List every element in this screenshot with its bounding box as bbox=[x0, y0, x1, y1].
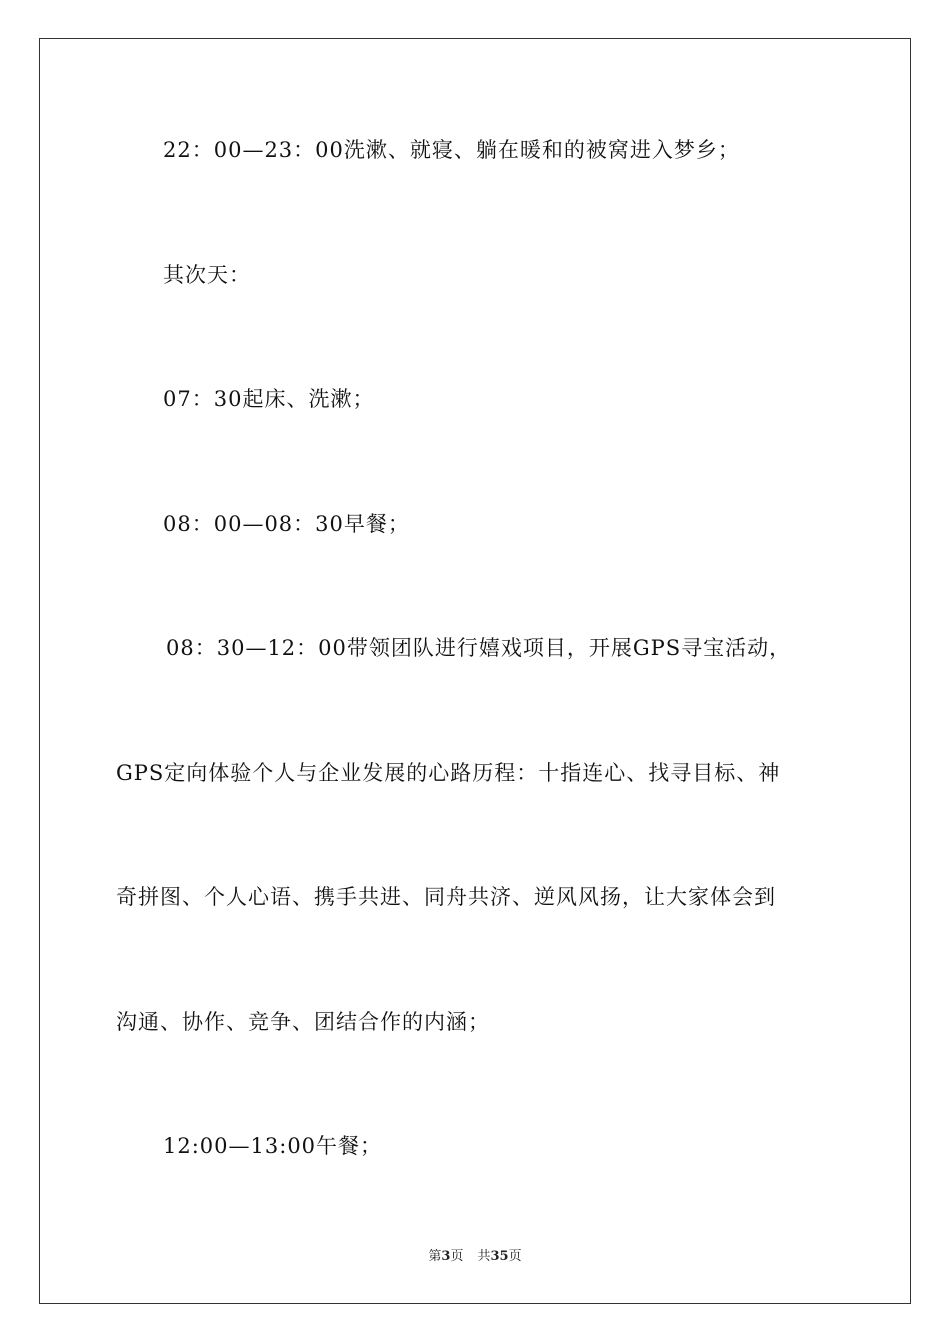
footer-page-prefix: 第 bbox=[428, 1249, 442, 1264]
footer-total-suffix: 页 bbox=[508, 1249, 522, 1264]
footer-page-suffix: 页 bbox=[450, 1249, 464, 1264]
text-line-lunch: 12:00—13:00午餐； bbox=[163, 1134, 383, 1158]
footer-page-total: 35 bbox=[490, 1249, 509, 1264]
text-line-teamwork: 沟通、协作、竞争、团结合作的内涵； bbox=[116, 1010, 490, 1034]
text-line-gps: GPS定向体验个人与企业发展的心路历程：十指连心、找寻目标、神 bbox=[116, 761, 781, 785]
text-line-activity: 08：30—12：00带领团队进行嬉戏项目，开展GPS寻宝活动， bbox=[166, 636, 792, 660]
text-line-projects: 奇拼图、个人心语、携手共进、同舟共济、逆风风扬，让大家体会到 bbox=[116, 885, 776, 909]
text-line-breakfast: 08：00—08：30早餐； bbox=[163, 512, 410, 536]
footer-total-prefix: 共 bbox=[477, 1249, 491, 1264]
page-border bbox=[39, 38, 911, 1304]
page-footer bbox=[0, 1250, 950, 1263]
text-line-wake-up: 07：30起床、洗漱； bbox=[163, 387, 375, 411]
text-line-second-day: 其次天： bbox=[163, 263, 251, 287]
text-line-bedtime: 22：00—23：00洗漱、就寝、躺在暖和的被窝进入梦乡； bbox=[163, 138, 740, 162]
footer-page-current: 3 bbox=[441, 1249, 451, 1264]
